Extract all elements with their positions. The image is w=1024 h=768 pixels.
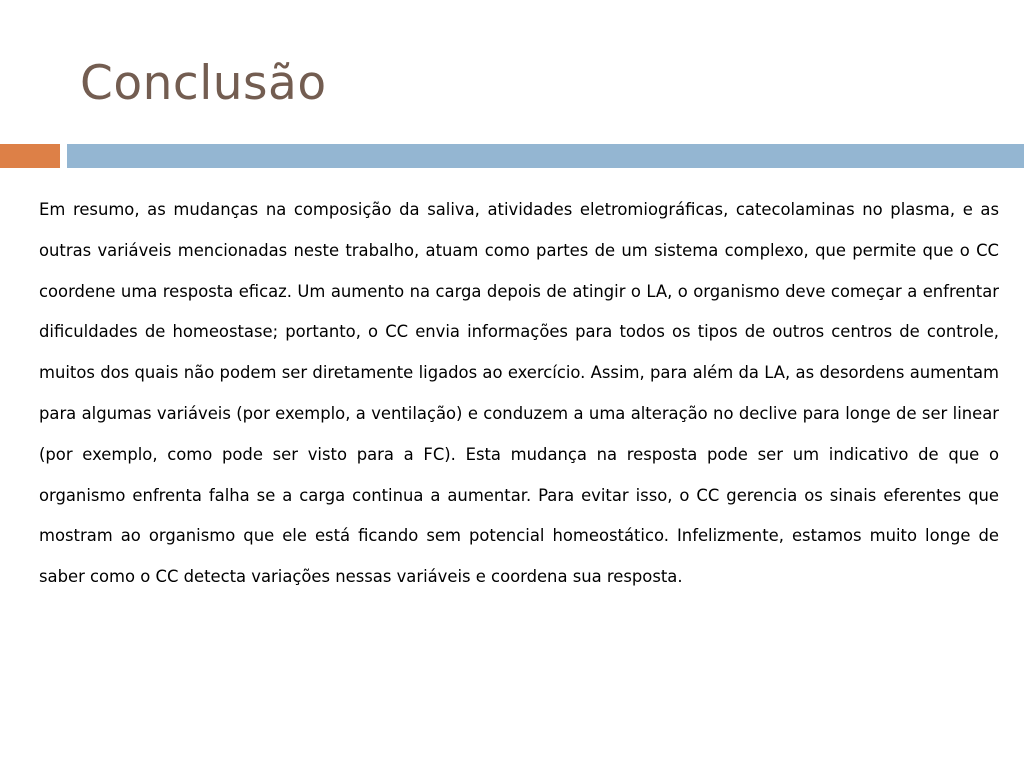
slide-body-text: Em resumo, as mudanças na composição da saliva, atividades eletromiográficas, catecolaminas no plasma, e as outras variáveis mencionadas neste trabalho, atuam como partes de um sistema complexo, que permite que o CC coordene uma resposta eficaz. Um aumento na carga depois de atingir o LA, o organismo deve começar a enfrentar dificuldades de homeostase; portanto, o CC envia informações para todos os tipos de outros centros de controle, muitos dos quais não podem ser diretamente ligados ao exercício. Assim, para além da LA, as desordens aumentam para algumas variáveis (por exemplo, a ventilação) e conduzem a uma alteração no declive para longe de ser linear (por exemplo, como pode ser visto para a FC). Esta mudança na resposta pode ser um indicativo de que o organismo enfrenta falha se a carga continua a aumentar. Para evitar isso, o CC gerencia os sinais eferentes que mostram ao organismo que ele está ficando sem potencial homeostático. Infelizmente, estamos muito longe de saber como o CC detecta variações nessas variáveis e coordena sua resposta.: [39, 200, 999, 587]
slide-title: Conclusão: [80, 56, 327, 111]
accent-bar-left: [0, 144, 60, 168]
accent-bar-right: [67, 144, 1024, 168]
